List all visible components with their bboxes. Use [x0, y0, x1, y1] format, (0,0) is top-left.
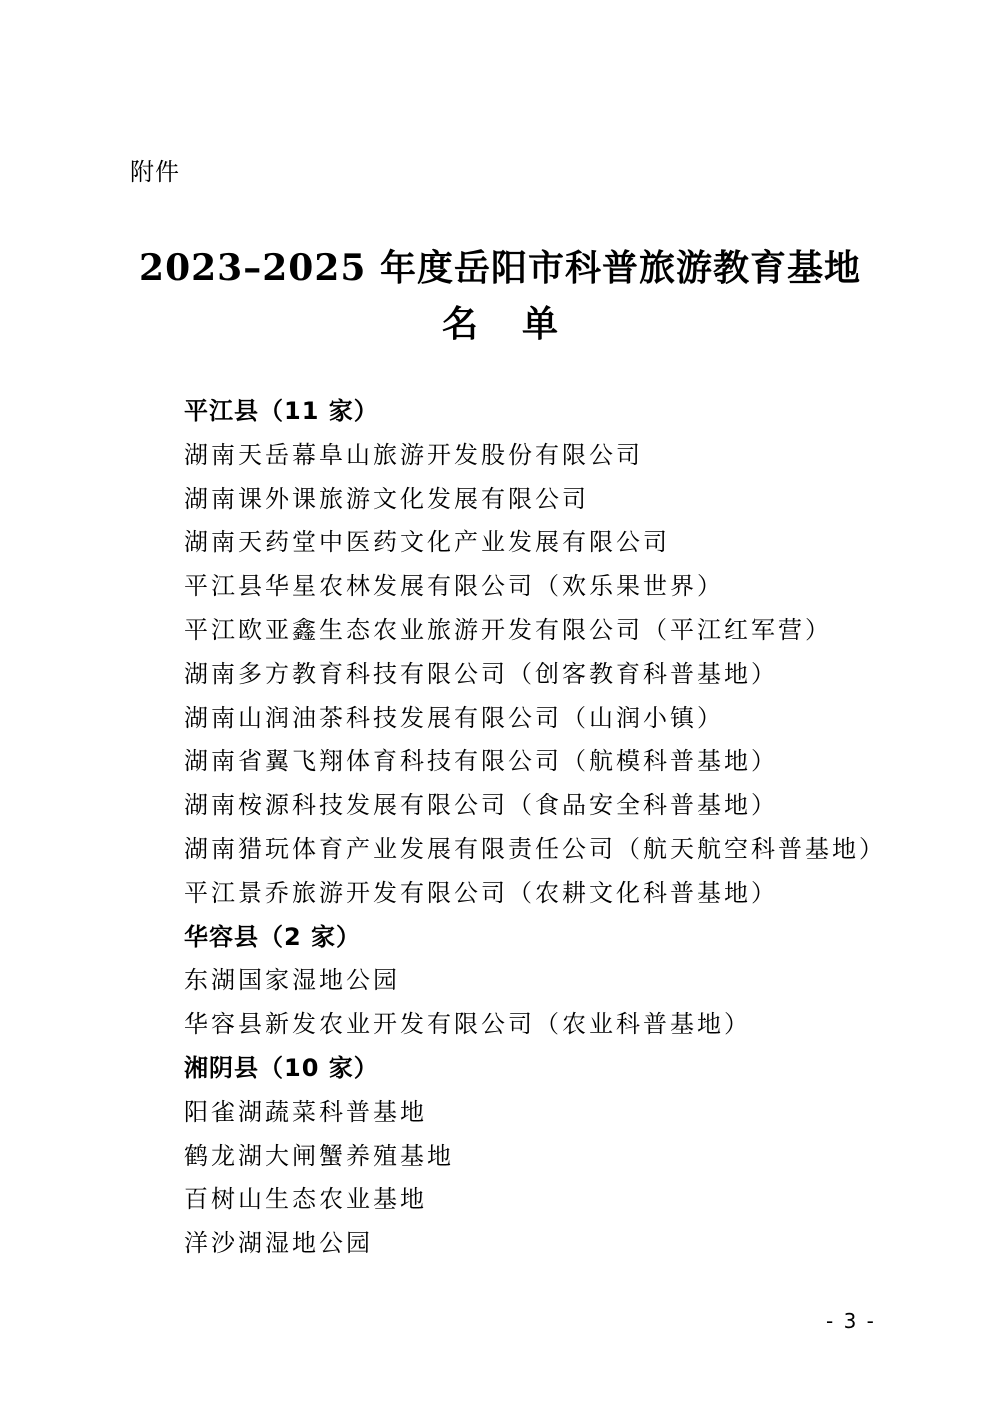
list-item: 平江县华星农林发展有限公司（欢乐果世界） — [184, 572, 724, 601]
attachment-label: 附件 — [130, 158, 180, 186]
page-number: - 3 - — [826, 1309, 876, 1333]
list-item: 百树山生态农业基地 — [184, 1185, 427, 1214]
base-list — [184, 390, 884, 1266]
county-heading: 华容县（2 家） — [184, 922, 362, 951]
document-title: 2023–2025 年度岳阳市科普旅游教育基地 — [139, 247, 861, 289]
list-item: 阳雀湖蔬菜科普基地 — [184, 1097, 427, 1126]
list-item: 湖南课外课旅游文化发展有限公司 — [184, 484, 589, 513]
list-item: 湖南天岳幕阜山旅游开发股份有限公司 — [184, 440, 643, 469]
list-item: 平江欧亚鑫生态农业旅游开发有限公司（平江红军营） — [184, 615, 832, 644]
list-item: 湖南省翼飞翔体育科技有限公司（航模科普基地） — [184, 747, 778, 776]
list-item: 洋沙湖湿地公园 — [184, 1229, 373, 1258]
county-heading: 平江县（11 家） — [184, 397, 379, 425]
list-item: 东湖国家湿地公园 — [184, 966, 400, 995]
list-item: 平江景乔旅游开发有限公司（农耕文化科普基地） — [184, 878, 778, 907]
county-heading: 湘阴县（10 家） — [184, 1053, 379, 1082]
list-item: 湖南桉源科技发展有限公司（食品安全科普基地） — [184, 791, 778, 820]
list-item: 湖南多方教育科技有限公司（创客教育科普基地） — [184, 659, 778, 688]
list-item: 湖南天药堂中医药文化产业发展有限公司 — [184, 528, 670, 557]
document-subtitle: 名单 — [441, 303, 602, 345]
list-item: 湖南山润油茶科技发展有限公司（山润小镇） — [184, 703, 724, 732]
list-item: 湖南猎玩体育产业发展有限责任公司（航天航空科普基地） — [184, 834, 886, 863]
list-item: 华容县新发农业开发有限公司（农业科普基地） — [184, 1010, 751, 1039]
list-item: 鹤龙湖大闸蟹养殖基地 — [184, 1141, 454, 1170]
